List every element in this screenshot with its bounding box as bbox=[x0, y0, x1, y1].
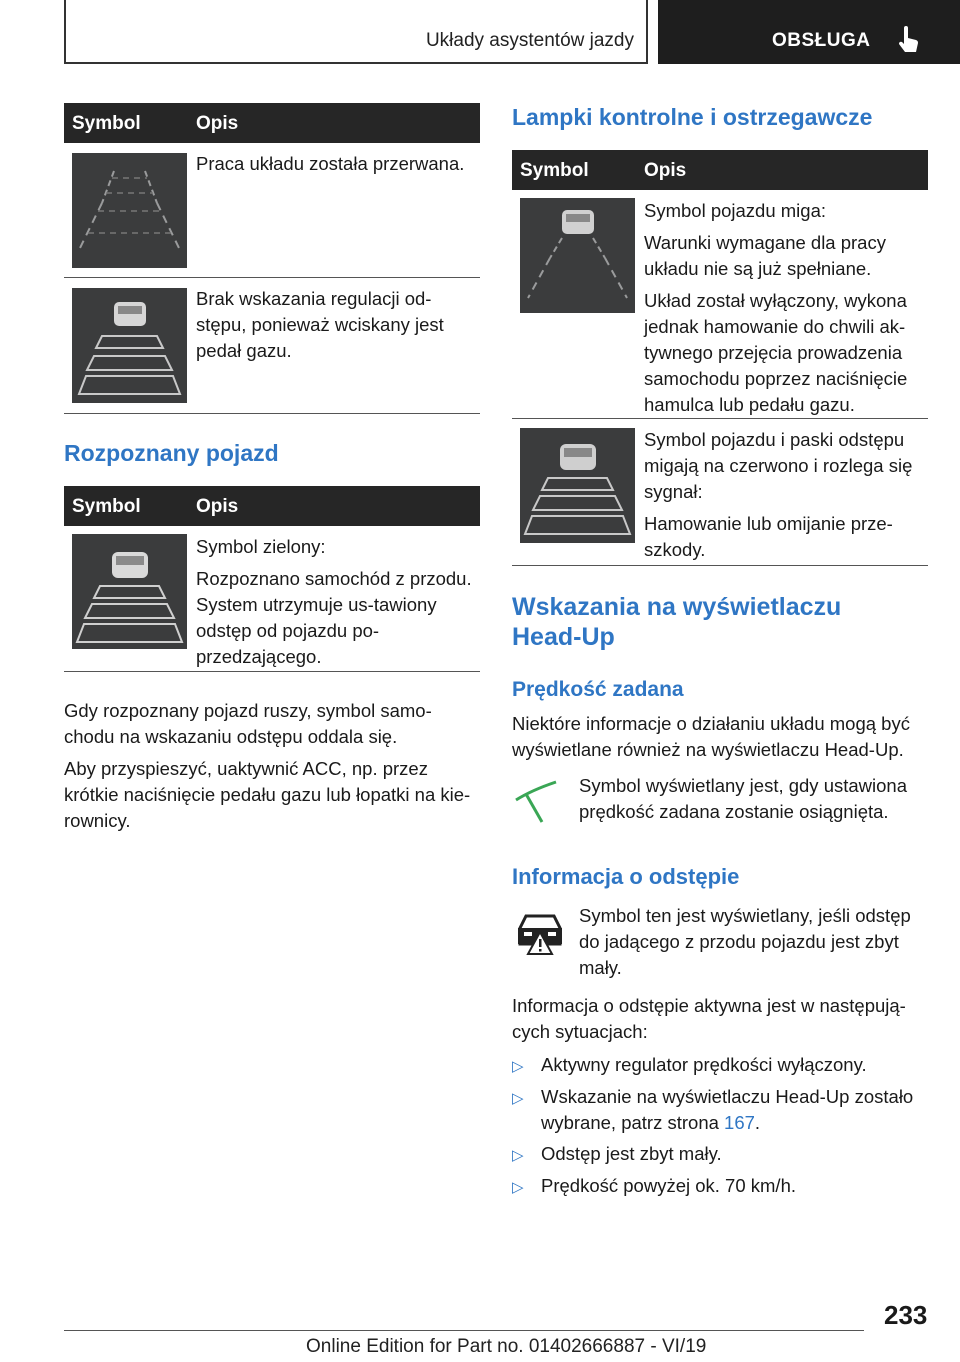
list-item-period: . bbox=[754, 1112, 761, 1133]
footer-divider bbox=[64, 1330, 864, 1331]
bullet-triangle-icon: ▷ bbox=[512, 1179, 524, 1196]
list-item bbox=[512, 1084, 928, 1140]
table-row bbox=[64, 526, 480, 672]
table-row bbox=[64, 143, 480, 278]
section-heading bbox=[512, 592, 841, 652]
speed-reached-icon bbox=[512, 778, 564, 830]
desc-paragraph: Rozpoznano samochód z przodu. System utrzymuje us-tawiony odstęp od pojazdu po-przedzającego. bbox=[196, 568, 472, 667]
col-symbol: Symbol bbox=[72, 113, 141, 134]
desc-paragraph: Symbol pojazdu i paski odstępu migają na czerwono i rozlega się sygnał: bbox=[644, 429, 913, 502]
list-item bbox=[512, 1052, 928, 1080]
header-section-box bbox=[64, 0, 648, 64]
subsection-heading: Informacja o odstępie bbox=[512, 864, 740, 889]
lane-symbol-image bbox=[72, 288, 187, 403]
paragraph: Aby przyspieszyć, uaktywnić ACC, np. przez krótkie naciśnięcie pedału gazu lub łopatki na kie-rownicy. bbox=[64, 758, 471, 831]
list-item bbox=[512, 1173, 928, 1201]
lane-symbol-image bbox=[520, 428, 635, 543]
list-item-text: Odstęp jest zbyt mały. bbox=[541, 1143, 722, 1164]
col-opis: Opis bbox=[196, 496, 239, 517]
footer-edition: Online Edition for Part no. 01402666887 - VI/19 bbox=[306, 1336, 707, 1357]
heading-line: Wskazania na wyświetlaczu bbox=[512, 593, 842, 621]
col-symbol: Symbol bbox=[520, 160, 589, 181]
header-chapter-title: OBSŁUGA bbox=[772, 30, 871, 51]
section-heading: Rozpoznany pojazd bbox=[64, 440, 279, 466]
list-item-text bbox=[541, 1084, 931, 1136]
paragraph: Gdy rozpoznany pojazd ruszy, symbol samo-chodu na wskazaniu odstępu oddala się. bbox=[64, 700, 432, 747]
bullet-triangle-icon: ▷ bbox=[512, 1147, 524, 1164]
distance-warning-icon bbox=[514, 908, 566, 958]
table-row bbox=[64, 278, 480, 414]
table-row bbox=[512, 419, 928, 566]
lane-symbol-image bbox=[72, 534, 187, 649]
table-header bbox=[64, 103, 480, 143]
bullet-triangle-icon: ▷ bbox=[512, 1058, 524, 1075]
col-opis: Opis bbox=[644, 160, 687, 181]
pointing-hand-icon bbox=[896, 26, 922, 56]
list-item-text-main: Wskazanie na wyświetlaczu Head-Up zostało wybrane, patrz strona bbox=[541, 1086, 914, 1133]
list-item-text: Aktywny regulator prędkości wyłączony. bbox=[541, 1054, 867, 1075]
paragraph: Informacja o odstępie aktywna jest w następują-cych sytuacjach: bbox=[512, 995, 906, 1042]
lane-symbol-image bbox=[520, 198, 635, 313]
table-header bbox=[512, 150, 928, 190]
desc-paragraph: Symbol zielony: bbox=[196, 536, 326, 557]
row-description bbox=[644, 198, 928, 424]
icon-description: Symbol wyświetlany jest, gdy ustawiona prędkość zadana zostanie osiągnięta. bbox=[579, 775, 908, 822]
bullet-triangle-icon: ▷ bbox=[512, 1090, 524, 1107]
row-description: Brak wskazania regulacji od-stępu, ponieważ wciskany jest pedał gazu. bbox=[196, 288, 444, 361]
table-header bbox=[64, 486, 480, 526]
desc-paragraph: Symbol pojazdu miga: bbox=[644, 200, 827, 221]
icon-description: Symbol ten jest wyświetlany, jeśli odstęp do jadącego z przodu pojazdu jest zbyt mały. bbox=[579, 905, 911, 978]
paragraph: Niektóre informacje o działaniu układu mogą być wyświetlane również na wyświetlaczu Head-Up. bbox=[512, 713, 910, 760]
desc-paragraph: Układ został wyłączony, wykona jednak hamowanie do chwili ak-tywnego przejęcia prowadzenia samochodu poprzez naciśnięcie hamulca lub pedału gazu. bbox=[644, 290, 908, 415]
header-section-title: Układy asystentów jazdy bbox=[425, 30, 634, 51]
col-symbol: Symbol bbox=[72, 496, 141, 517]
row-description bbox=[196, 534, 478, 676]
col-opis: Opis bbox=[196, 113, 239, 134]
heading-line: Head-Up bbox=[512, 623, 615, 651]
lane-symbol-image bbox=[72, 153, 187, 268]
paragraph-group bbox=[64, 698, 480, 840]
list-item bbox=[512, 1141, 928, 1169]
row-description bbox=[644, 427, 928, 569]
subsection-heading: Prędkość zadana bbox=[512, 678, 684, 701]
table-row bbox=[512, 190, 928, 419]
desc-paragraph: Hamowanie lub omijanie prze-szkody. bbox=[644, 513, 893, 560]
list-item-text: Prędkość powyżej ok. 70 km/h. bbox=[541, 1175, 796, 1196]
page-reference-link[interactable]: 167 bbox=[724, 1112, 755, 1133]
page-number: 233 bbox=[884, 1300, 928, 1330]
section-heading: Lampki kontrolne i ostrzegawcze bbox=[512, 104, 873, 130]
desc-paragraph: Warunki wymagane dla pracy układu nie są już spełniane. bbox=[644, 232, 886, 279]
row-description: Praca układu została przerwana. bbox=[196, 153, 465, 174]
